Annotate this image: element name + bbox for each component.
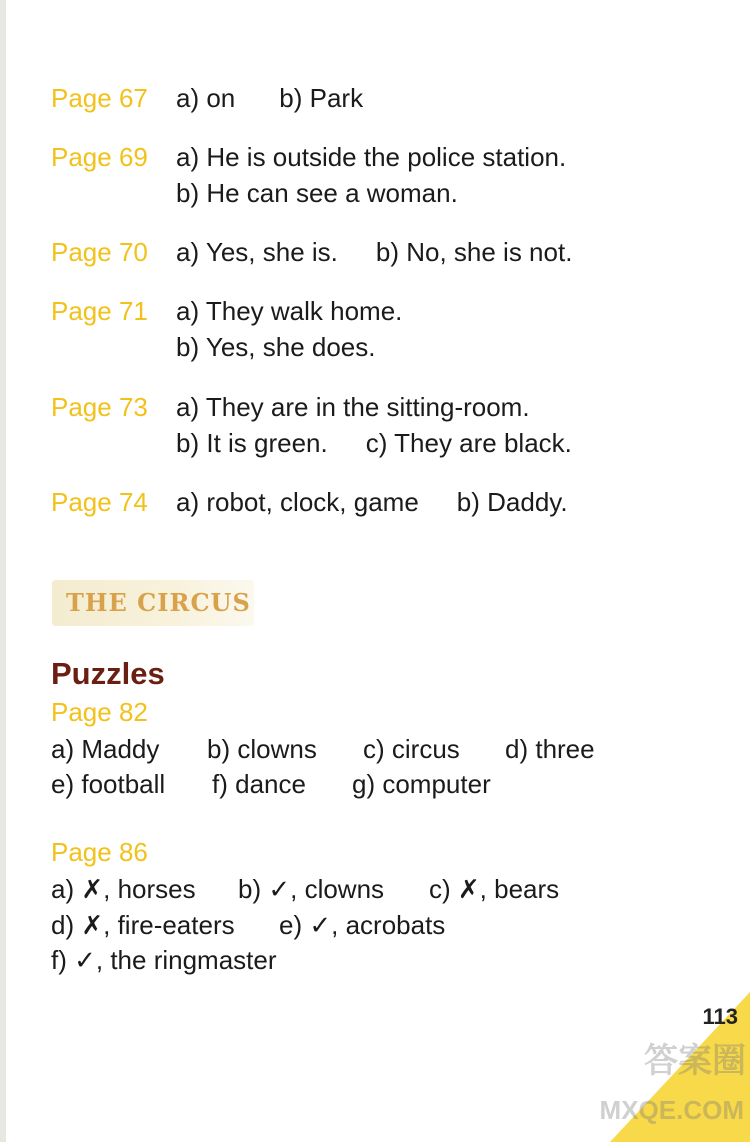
answer-text [176, 389, 572, 461]
answer-line [51, 907, 445, 943]
answer-line [51, 731, 595, 767]
answer-item: a) on [176, 83, 236, 113]
answer-text [176, 139, 566, 211]
answer-item: b) clowns [207, 734, 317, 764]
answer-item: a) They are in the sitting-room. [176, 392, 530, 422]
answer-item: b) It is green. [176, 428, 328, 458]
answer-text [176, 80, 363, 116]
answer-item: a) robot, clock, game [176, 487, 419, 517]
answer-text [176, 293, 402, 365]
page-label: Page 74 [51, 487, 148, 517]
answer-item: c) circus [363, 734, 460, 764]
answer-item: a) Maddy [51, 734, 160, 764]
page-label: Page 67 [51, 83, 148, 113]
page-label: Page 71 [51, 296, 148, 326]
answer-item: b) No, she is not. [375, 237, 573, 267]
section-title: THE CIRCUS [66, 588, 251, 617]
answer-item: d) ✗, fire-eaters [51, 910, 235, 940]
page-number: 113 [702, 1004, 738, 1029]
answer-item: a) They walk home. [176, 296, 403, 326]
page-label: Page 69 [51, 142, 148, 172]
answer-line [51, 871, 559, 907]
answer-item: e) ✓, acrobats [279, 910, 446, 940]
answer-line [51, 766, 491, 802]
answer-item: f) ✓, the ringmaster [51, 945, 277, 975]
section-banner [52, 580, 254, 626]
answer-item: b) ✓, clowns [238, 874, 385, 904]
answer-item: d) three [505, 734, 595, 764]
page-label: Page 86 [51, 837, 148, 867]
answer-item: c) They are black. [365, 428, 572, 458]
answer-item: g) computer [352, 769, 491, 799]
page-edge [0, 0, 6, 1142]
answer-item: a) ✗, horses [51, 874, 196, 904]
watermark-url: MXQE.COM [599, 1095, 744, 1125]
answer-text [176, 234, 572, 270]
page-label: Page 73 [51, 392, 148, 422]
answer-text [176, 484, 568, 520]
page-label: Page 82 [51, 697, 148, 727]
answer-item: f) dance [212, 769, 306, 799]
page-label: Page 70 [51, 237, 148, 267]
answer-line [51, 942, 277, 978]
answer-item: e) football [51, 769, 166, 799]
answer-item: b) He can see a woman. [176, 178, 458, 208]
answer-item: b) Park [279, 83, 364, 113]
answer-item: a) He is outside the police station. [176, 142, 567, 172]
puzzles-heading: Puzzles [51, 656, 165, 691]
watermark-logo: 答案圈 [644, 1042, 746, 1080]
answer-item: b) Yes, she does. [176, 332, 376, 362]
answer-item: c) ✗, bears [429, 874, 560, 904]
answer-item: b) Daddy. [456, 487, 568, 517]
answer-item: a) Yes, she is. [176, 237, 338, 267]
